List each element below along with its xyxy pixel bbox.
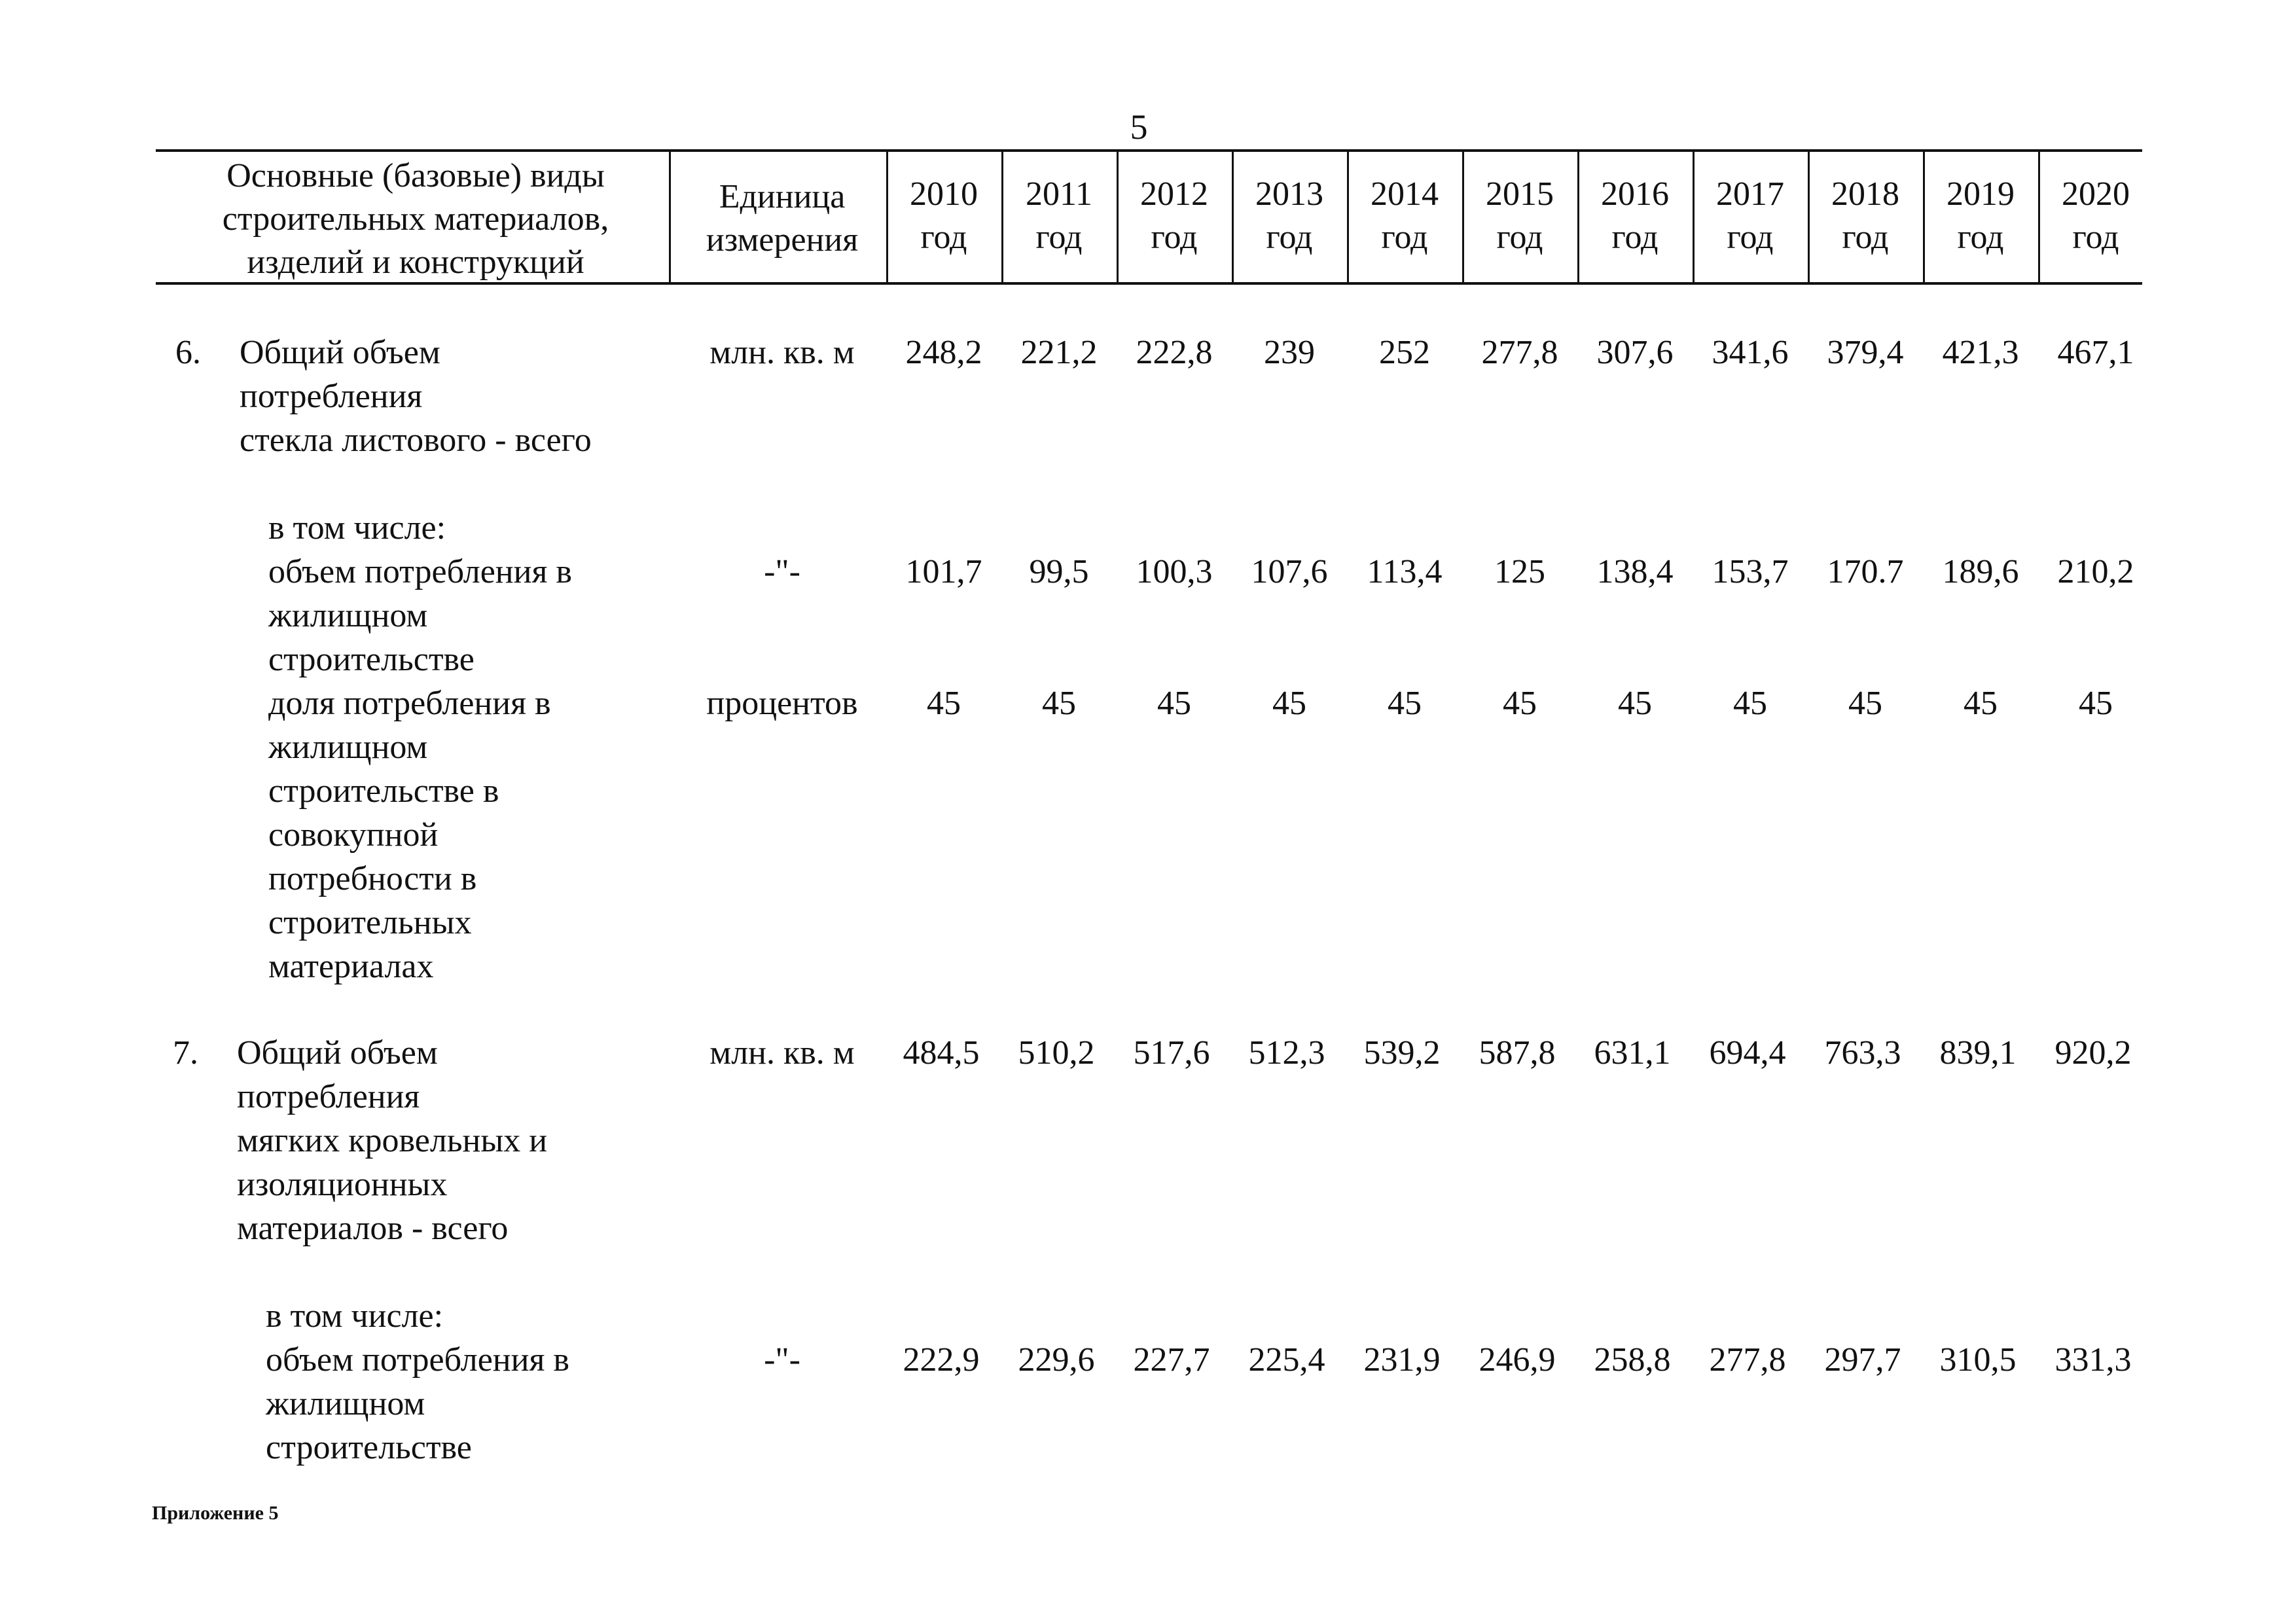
column-header-year bbox=[1925, 173, 2036, 259]
table-cell: 631,1 bbox=[1594, 1034, 1671, 1072]
header-year: 2011 bbox=[1025, 175, 1093, 213]
table-cell: 297,7 bbox=[1824, 1341, 1901, 1379]
table-cell: 307,6 bbox=[1596, 334, 1674, 371]
table-cell: 379,4 bbox=[1827, 334, 1904, 371]
table-cell: 539,2 bbox=[1363, 1034, 1441, 1072]
table-cell: 246,9 bbox=[1479, 1341, 1556, 1379]
row-label-line: в том числе: bbox=[268, 509, 446, 547]
table-cell: 248,2 bbox=[905, 334, 982, 371]
header-title-line: строительных материалов, bbox=[222, 200, 609, 238]
table-cell: 189,6 bbox=[1942, 553, 2019, 590]
column-header-year bbox=[1234, 173, 1345, 259]
row-label-line: в том числе: bbox=[266, 1297, 444, 1335]
row-label-line: совокупной bbox=[268, 816, 439, 854]
row-label-line: материалов - всего bbox=[237, 1210, 509, 1247]
row-label bbox=[268, 681, 551, 988]
table-cell: 45 bbox=[1848, 685, 1882, 722]
table-cell: 920,2 bbox=[2054, 1034, 2132, 1072]
header-year: 2019 bbox=[1946, 175, 2015, 213]
table-cell: 231,9 bbox=[1363, 1341, 1441, 1379]
header-unit-line: измерения bbox=[706, 221, 859, 259]
row-label-line: Общий объем bbox=[240, 334, 440, 371]
table-cell: 45 bbox=[2079, 685, 2113, 722]
row-label-line: изоляционных bbox=[237, 1166, 448, 1203]
table-cell: 170.7 bbox=[1827, 553, 1904, 590]
table-cell: 45 bbox=[1042, 685, 1076, 722]
row-label-line: строительстве bbox=[266, 1429, 472, 1466]
row-label-line: строительных bbox=[268, 904, 472, 941]
table-cell: 227,7 bbox=[1133, 1341, 1210, 1379]
column-header-year bbox=[1349, 173, 1460, 259]
column-header-year bbox=[1003, 173, 1115, 259]
table-cell: 587,8 bbox=[1479, 1034, 1556, 1072]
row-label-line: жилищном bbox=[268, 597, 428, 634]
row-label-line: строительстве bbox=[268, 641, 475, 678]
column-header-material bbox=[164, 154, 668, 284]
section-number: 7. bbox=[173, 1034, 198, 1072]
column-header-year bbox=[1579, 173, 1691, 259]
page-number: 5 bbox=[1130, 107, 1148, 147]
table-cell: 210,2 bbox=[2057, 553, 2134, 590]
table-cell: 277,8 bbox=[1481, 334, 1558, 371]
table-cell: 512,3 bbox=[1248, 1034, 1325, 1072]
table-cell: 45 bbox=[1272, 685, 1306, 722]
header-year: 2013 bbox=[1255, 175, 1323, 213]
table-cell: 45 bbox=[1503, 685, 1537, 722]
row-label bbox=[268, 506, 572, 681]
column-header-year bbox=[888, 173, 999, 259]
header-year-suffix: год bbox=[1266, 219, 1313, 256]
row-label-line: стекла листового - всего bbox=[240, 422, 592, 459]
header-year-suffix: год bbox=[1727, 219, 1774, 256]
table-cell: 101,7 bbox=[905, 553, 982, 590]
row-label-line: Общий объем bbox=[237, 1034, 438, 1072]
table-cell: 239 bbox=[1264, 334, 1315, 371]
table-cell: 221,2 bbox=[1020, 334, 1098, 371]
table-cell: 421,3 bbox=[1942, 334, 2019, 371]
table-cell: 45 bbox=[1618, 685, 1652, 722]
table-cell: 510,2 bbox=[1018, 1034, 1095, 1072]
table-cell: 45 bbox=[927, 685, 961, 722]
header-title-line: Основные (базовые) виды bbox=[226, 157, 605, 194]
table-cell: 763,3 bbox=[1824, 1034, 1901, 1072]
table-cell: 100,3 bbox=[1136, 553, 1213, 590]
row-label-line: доля потребления в bbox=[268, 685, 551, 722]
header-year-suffix: год bbox=[920, 219, 967, 256]
table-cell: 45 bbox=[1964, 685, 1998, 722]
header-year-suffix: год bbox=[1957, 219, 2004, 256]
header-year-suffix: год bbox=[2072, 219, 2119, 256]
row-label-line: жилищном bbox=[268, 729, 428, 766]
header-year-suffix: год bbox=[1496, 219, 1543, 256]
column-header-year bbox=[1695, 173, 1806, 259]
header-year: 2017 bbox=[1716, 175, 1784, 213]
table-cell: 99,5 bbox=[1029, 553, 1089, 590]
table-cell: 107,6 bbox=[1251, 553, 1328, 590]
row-unit: -"- bbox=[764, 1341, 800, 1379]
column-header-unit bbox=[674, 175, 890, 262]
row-label-line: потребления bbox=[237, 1078, 420, 1115]
table-cell: 222,8 bbox=[1136, 334, 1213, 371]
column-header-year bbox=[1464, 173, 1575, 259]
row-unit: процентов bbox=[706, 685, 858, 722]
table-cell: 222,9 bbox=[903, 1341, 980, 1379]
header-year-suffix: год bbox=[1842, 219, 1889, 256]
row-unit: млн. кв. м bbox=[709, 1034, 855, 1072]
row-label-line: объем потребления в bbox=[268, 553, 572, 590]
row-label-line: строительстве в bbox=[268, 772, 499, 810]
column-header-year bbox=[1810, 173, 1921, 259]
header-year: 2014 bbox=[1371, 175, 1439, 213]
header-year: 2018 bbox=[1831, 175, 1899, 213]
header-unit-line: Единица bbox=[719, 178, 846, 215]
table-cell: 153,7 bbox=[1712, 553, 1789, 590]
row-label-line: потребления bbox=[240, 378, 423, 415]
table-cell: 839,1 bbox=[1939, 1034, 2017, 1072]
table-cell: 229,6 bbox=[1018, 1341, 1095, 1379]
table-cell: 45 bbox=[1388, 685, 1422, 722]
header-year: 2020 bbox=[2062, 175, 2130, 213]
row-label bbox=[240, 331, 592, 462]
row-label-line: мягких кровельных и bbox=[237, 1122, 548, 1159]
row-label-line: потребности в bbox=[268, 860, 477, 897]
header-year-suffix: год bbox=[1381, 219, 1428, 256]
table-cell: 484,5 bbox=[903, 1034, 980, 1072]
table-cell: 331,3 bbox=[2054, 1341, 2132, 1379]
header-year: 2016 bbox=[1601, 175, 1669, 213]
column-header-year bbox=[2040, 173, 2151, 259]
table-cell: 310,5 bbox=[1939, 1341, 2017, 1379]
header-title-line: изделий и конструкций bbox=[247, 244, 584, 281]
table-top-rule bbox=[156, 149, 2142, 152]
row-label-line: материалах bbox=[268, 948, 434, 985]
header-year-suffix: год bbox=[1611, 219, 1659, 256]
row-label-line: жилищном bbox=[266, 1385, 425, 1422]
header-year-suffix: год bbox=[1151, 219, 1198, 256]
table-cell: 45 bbox=[1157, 685, 1191, 722]
row-unit: млн. кв. м bbox=[709, 334, 855, 371]
footer-appendix-label: Приложение 5 bbox=[152, 1502, 279, 1524]
table-cell: 113,4 bbox=[1367, 553, 1443, 590]
row-label-line: объем потребления в bbox=[266, 1341, 569, 1379]
table-cell: 252 bbox=[1379, 334, 1430, 371]
row-label bbox=[237, 1031, 547, 1250]
row-unit: -"- bbox=[764, 553, 800, 590]
section-number: 6. bbox=[175, 334, 201, 371]
table-cell: 694,4 bbox=[1709, 1034, 1786, 1072]
table-cell: 517,6 bbox=[1133, 1034, 1210, 1072]
header-year-suffix: год bbox=[1035, 219, 1083, 256]
header-year: 2010 bbox=[910, 175, 978, 213]
header-divider bbox=[669, 151, 671, 283]
table-cell: 225,4 bbox=[1248, 1341, 1325, 1379]
table-cell: 258,8 bbox=[1594, 1341, 1671, 1379]
table-cell: 45 bbox=[1733, 685, 1767, 722]
column-header-year bbox=[1119, 173, 1230, 259]
table-cell: 138,4 bbox=[1596, 553, 1674, 590]
header-year: 2015 bbox=[1486, 175, 1554, 213]
table-cell: 467,1 bbox=[2057, 334, 2134, 371]
header-year: 2012 bbox=[1140, 175, 1208, 213]
table-cell: 277,8 bbox=[1709, 1341, 1786, 1379]
table-cell: 125 bbox=[1494, 553, 1545, 590]
row-label bbox=[266, 1294, 569, 1470]
table-cell: 341,6 bbox=[1712, 334, 1789, 371]
